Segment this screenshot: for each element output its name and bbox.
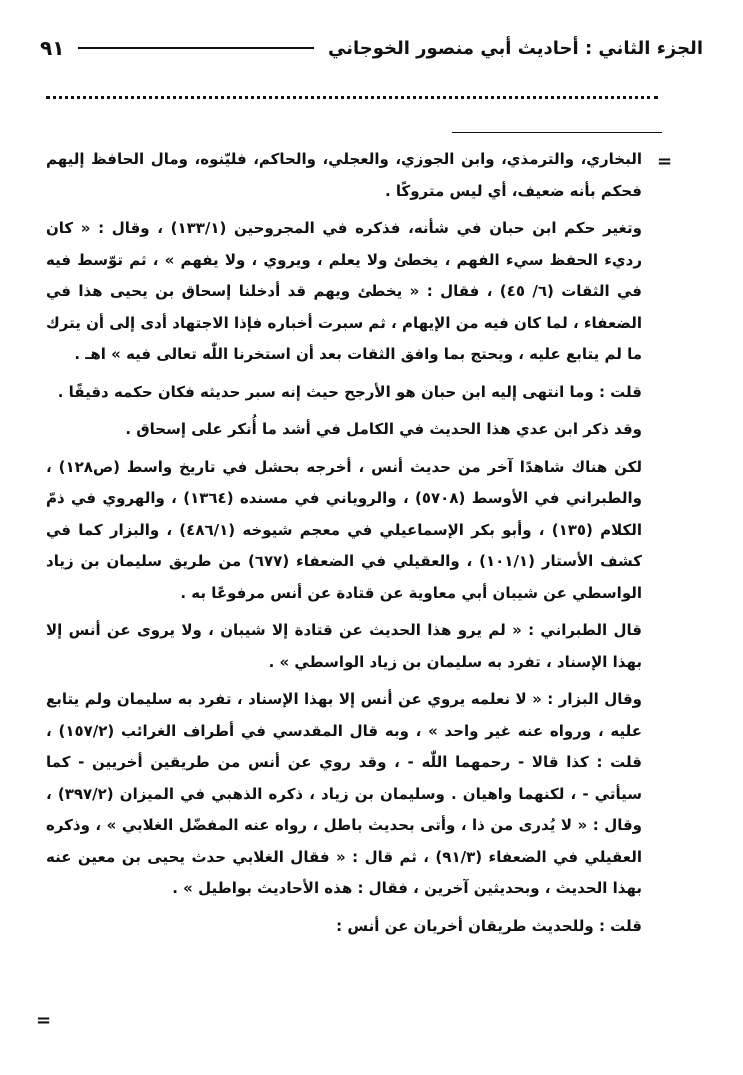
footnote-paragraph: وقد ذكر ابن عدي هذا الحديث في الكامل في أشد ما أُنكر على إسحاق . [125, 420, 642, 438]
footnote-paragraph: وقال البزار : « لا نعلمه يروي عن أنس إلا بهذا الإسناد ، تفرد به سليمان ولم يتابع عليه ، ورواه عنه غير واحد » ، وبه قال المقدسي في أطراف الغرائب (١٥٧/٢) ، قلت : كذا قالا - رحمهما اللّٰه - ، وقد روي عن أنس من طريقين أخريين - كما سيأتي - ، لكنهما واهيان . وسليمان بن زياد ، ذكره الذهبي في الميزان (٣٩٧/٢) ، وقال : « لا يُدرى من ذا ، وأتى بحديث باطل ، رواه عنه المفضّل الغلابي » ، وذكره العقيلي في الضعفاء (٩١/٣) ، ثم قال : « فقال الغلابي حدث يحيى بن معين عنه بهذا الحديث ، وبحديثين آخرين ، فقال : هذه الأحاديث بواطيل » . [46, 690, 643, 897]
footnote-paragraph: وتغير حكم ابن حبان في شأنه، فذكره في المجروحين (١٣٣/١) ، وقال : « كان رديء الحفظ سيء الفهم ، يخطئ ولا يعلم ، ويروي ، ولا يفهم » ، ثم توّسط فيه في الثقات (٦/ ٤٥) ، فقال : « يخطئ ويهم قد أدخلنا إسحاق بن يحيى هذا في الضعفاء ، لما كان فيه من الإيهام ، ثم سبرت أخباره فإذا الاجتهاد أدى إلى أن يترك ما لم يتابع عليه ، ويحتج بما وافق الثقات بعد أن استخرنا اللّٰه تعالى فيه » اهـ . [46, 219, 643, 363]
footnote-separator [452, 132, 662, 133]
dotted-separator [46, 96, 658, 99]
running-header [40, 28, 703, 68]
header-rule [78, 47, 314, 49]
continuation-mark-bottom: = [36, 1010, 52, 1031]
footnote-paragraph: البخاري، والترمذي، وابن الجوزي، والعجلي، والحاكم، فليّنوه، ومال الحافظ إليهم فحكم بأنه ضعيف، أي ليس متروكًا . [46, 150, 642, 200]
footnote-paragraph: قلت : وللحديث طريقان أخريان عن أنس : [336, 916, 642, 935]
continuation-mark-top: = [657, 151, 673, 172]
footnote-paragraph: لكن هناك شاهدًا آخر من حديث أنس ، أخرجه بحشل في تاريخ واسط (ص١٢٨) ، والطبراني في الأوسط (٥٧٠٨) ، والروياني في مسنده (١٣٦٤) ، والهروي في ذمّ الكلام (١٣٥) ، وأبو بكر الإسماعيلي في معجم شيوخه (٤٨٦/١) ، والبزار كما في كشف الأستار (١٠١/١) ، والعقيلي في الضعفاء (٦٧٧) من طريق سليمان بن زياد الواسطي عن شيبان أبي معاوية عن قتادة عن أنس مرفوعًا به . [46, 457, 642, 602]
footnote-body [46, 144, 642, 948]
header-title: الجزء الثاني : أحاديث أبي منصور الخوجاني [328, 37, 703, 59]
page-number: ٩١ [40, 36, 65, 60]
footnote-paragraph: قال الطبراني : « لم يرو هذا الحديث عن قتادة إلا شيبان ، ولا يروى عن أنس إلا بهذا الإسناد ، تفرد به سليمان بن زياد الواسطي » . [46, 621, 642, 671]
footnote-paragraph: قلت : وما انتهى إليه ابن حبان هو الأرجح حيث إنه سبر حديثه فكان حكمه دقيقًا . [57, 382, 642, 401]
